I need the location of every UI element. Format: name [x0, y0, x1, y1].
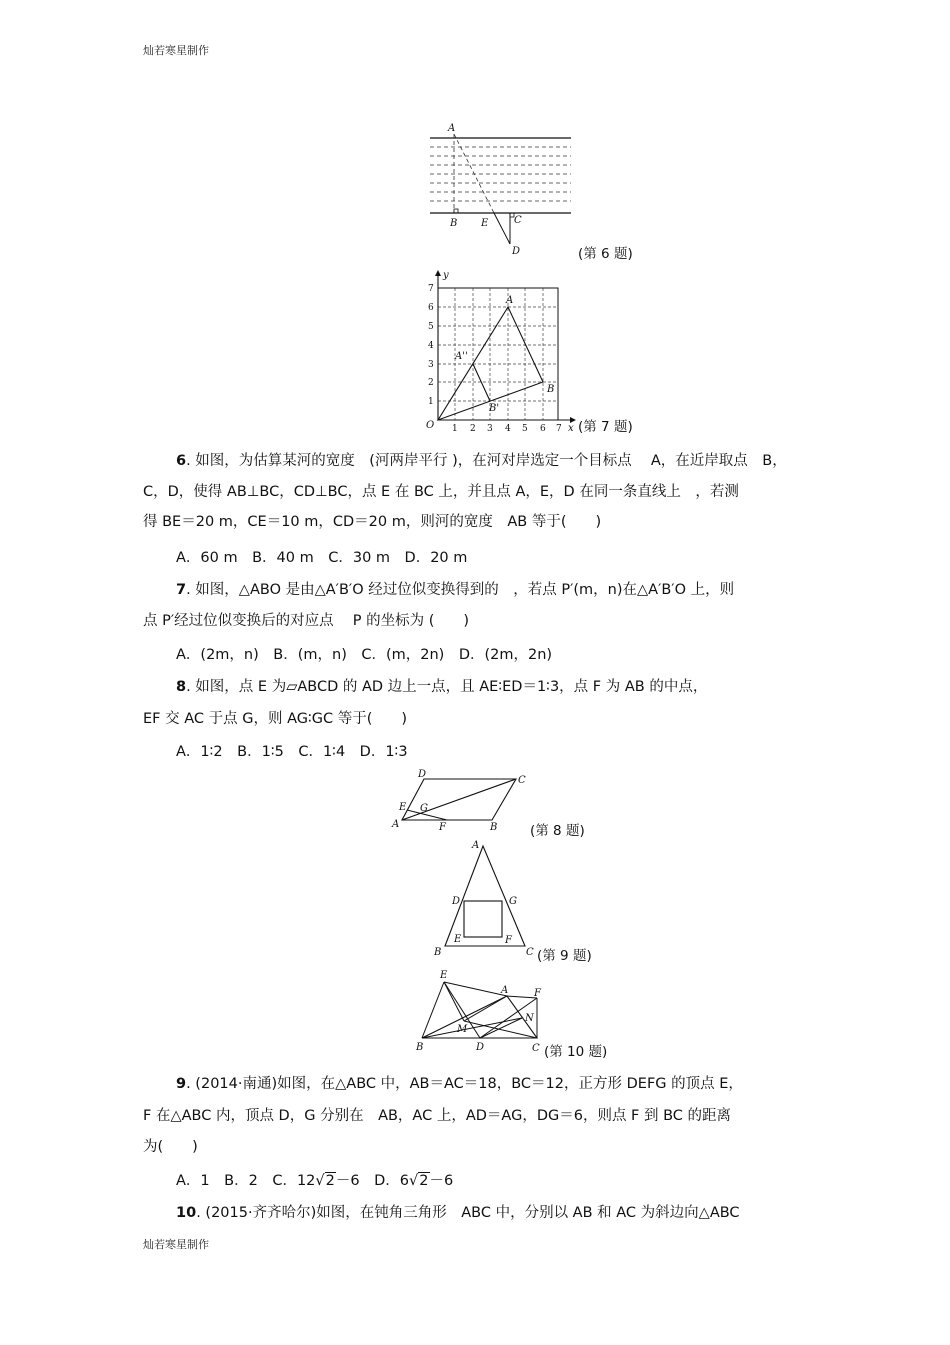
q6-line3: 得 BE＝20 m，CE＝10 m，CD＝20 m，则河的宽度 AB 等于( ) [143, 514, 602, 530]
fig9-label-g: G [509, 896, 517, 907]
fig9-label-b: B [434, 947, 442, 958]
q9-line1: 9. (2014·南通)如图，在△ABC 中，AB＝AC＝18，BC＝12，正方形 DEFG 的顶点 E， [176, 1076, 743, 1092]
fig7-y-axis-label: y [443, 270, 449, 281]
fig6-label-e: E [481, 218, 489, 229]
fig7-y-tick: 6 [428, 303, 434, 313]
figure-6-river-diagram [428, 120, 578, 260]
fig8-label-d: D [418, 769, 427, 780]
fig8-label-c: C [518, 775, 526, 786]
fig7-y-tick: 7 [428, 284, 434, 294]
q7-line2: 点 P′经过位似变换后的对应点 P 的坐标为 ( ) [143, 613, 470, 629]
q10-line1: 10. (2015·齐齐哈尔)如图，在钝角三角形 ABC 中，分别以 AB 和 AC 为斜边向△ABC [176, 1205, 740, 1221]
fig7-label-a-double-prime: A'' [455, 351, 468, 362]
figure-7-caption: (第 7 题) [578, 419, 633, 435]
figure-6-caption: (第 6 题) [578, 246, 633, 262]
q9-line3: 为( ) [143, 1139, 198, 1155]
fig10-label-b: B [416, 1042, 424, 1053]
fig9-label-c: C [526, 947, 534, 958]
fig8-label-e: E [399, 802, 407, 813]
fig6-label-d: D [512, 246, 521, 257]
fig7-label-b: B [547, 384, 555, 395]
q9-options: A．1 B．2 C．12√2－6 D．6√2－6 [176, 1173, 454, 1189]
figure-9-caption: (第 9 题) [537, 948, 592, 964]
fig7-x-axis-label: x [568, 423, 574, 434]
fig7-y-tick: 2 [428, 378, 434, 388]
q8-line2: EF 交 AC 于点 G，则 AG∶GC 等于( ) [143, 711, 408, 727]
figure-10-caption: (第 10 题) [544, 1044, 608, 1060]
q6-options: A．60 m B．40 m C．30 m D．20 m [176, 550, 468, 566]
q6-line2: C，D，使得 AB⊥BC，CD⊥BC，点 E 在 BC 上，并且点 A，E，D 在同一条直线上 ，若测 [143, 484, 739, 500]
fig6-label-c: C [514, 215, 522, 226]
fig7-y-tick: 4 [428, 341, 434, 351]
q8-line1: 8. 如图，点 E 为▱ABCD 的 AD 边上一点，且 AE∶ED＝1∶3，点 F 为 AB 的中点， [176, 679, 708, 695]
fig9-label-e: E [454, 934, 462, 945]
figure-8-caption: (第 8 题) [530, 823, 585, 839]
fig8-label-a: A [392, 819, 400, 830]
fig9-label-f: F [505, 935, 512, 946]
fig10-label-m: M [457, 1024, 468, 1035]
figure-7-coordinate-grid [418, 268, 578, 438]
q8-options: A．1∶2 B．1∶5 C．1∶4 D．1∶3 [176, 744, 408, 760]
fig7-y-tick: 3 [428, 360, 434, 370]
q7-options: A．(2m，n) B．(m，n) C．(m，2n) D．(2m，2n) [176, 647, 553, 663]
fig7-y-tick: 1 [428, 397, 434, 407]
fig9-label-a: A [472, 840, 480, 851]
fig7-x-tick: 6 [540, 424, 546, 434]
fig8-label-b: B [490, 822, 498, 833]
fig6-label-b: B [450, 218, 458, 229]
figure-8-parallelogram [392, 766, 532, 833]
fig7-label-b-prime: B' [489, 403, 500, 414]
fig7-x-tick: 1 [452, 424, 458, 434]
fig10-label-d: D [476, 1042, 485, 1053]
fig6-label-a: A [448, 123, 456, 134]
fig9-label-d: D [452, 896, 461, 907]
page-header: 灿若寒星制作 [143, 44, 209, 57]
figure-9-triangle-square [430, 838, 540, 960]
fig7-x-tick: 4 [505, 424, 511, 434]
fig10-label-n: N [525, 1013, 534, 1024]
fig7-x-tick: 5 [522, 424, 528, 434]
q9-line2: F 在△ABC 内，顶点 D，G 分别在 AB，AC 上，AD＝AG，DG＝6，则点 F 到 BC 的距离 [143, 1108, 732, 1124]
figure-10-obtuse-triangle [412, 966, 552, 1058]
fig10-label-c: C [532, 1043, 540, 1054]
fig7-label-a: A [506, 295, 514, 306]
fig7-x-tick: 7 [556, 424, 562, 434]
q7-line1: 7. 如图，△ABO 是由△A′B′O 经过位似变换得到的 ，若点 P′(m，n)在△A′B′O 上，则 [176, 582, 735, 598]
fig7-origin-label: O [426, 420, 435, 431]
fig7-y-tick: 5 [428, 322, 434, 332]
radicand: 2 [325, 1173, 335, 1189]
q6-line1: 6. 如图，为估算某河的宽度 (河两岸平行 )，在河对岸选定一个目标点 A，在近岸取点 B， [176, 453, 787, 469]
fig8-label-g: G [420, 803, 428, 814]
radicand: 2 [419, 1173, 429, 1189]
fig8-label-f: F [439, 822, 446, 833]
fig10-label-a: A [501, 985, 509, 996]
fig10-label-f: F [534, 988, 541, 999]
page-footer: 灿若寒星制作 [143, 1238, 209, 1251]
fig7-x-tick: 3 [487, 424, 493, 434]
fig10-label-e: E [440, 970, 448, 981]
fig7-x-tick: 2 [470, 424, 476, 434]
